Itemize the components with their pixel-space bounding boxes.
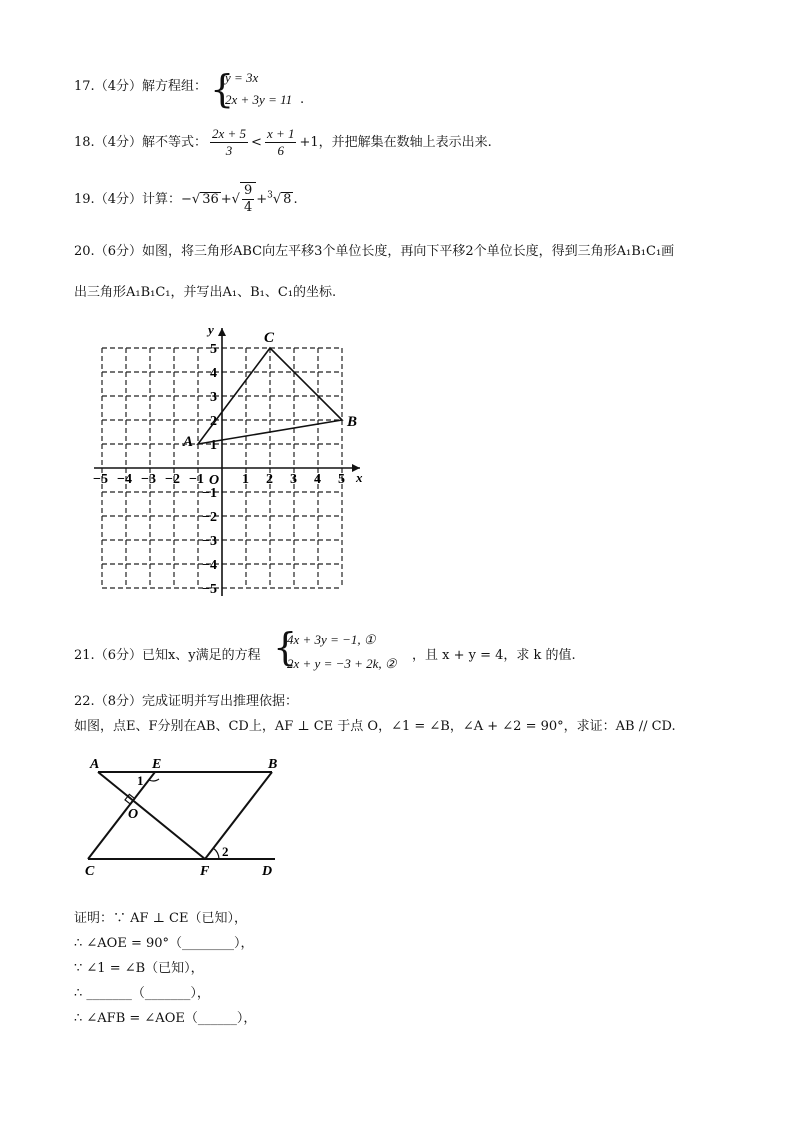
q17-eq2: 2x + 3y = 11 bbox=[225, 92, 293, 107]
proof-line-5: ∴ ∠AFB = ∠AOE（______）， bbox=[74, 1011, 257, 1026]
q19-term1-sign: − bbox=[180, 192, 192, 207]
q18-rhs-tail: +1 bbox=[299, 135, 319, 150]
fig-label-d: D bbox=[262, 864, 273, 879]
fig-label-c: C bbox=[85, 864, 95, 879]
q19-term3-index: 3 bbox=[267, 190, 273, 201]
q22-title-text: 完成证明并写出推理依据： bbox=[141, 694, 298, 709]
q19-term2 bbox=[240, 182, 256, 216]
q18-tail: ，并把解集在数轴上表示出来. bbox=[318, 135, 492, 150]
y-tick-label: −2 bbox=[202, 510, 217, 525]
y-tick-label: −4 bbox=[202, 558, 217, 573]
q18-lhs-fraction bbox=[210, 126, 248, 159]
q19-term1-rad: 36 bbox=[202, 192, 219, 207]
q20-points: （6分） bbox=[94, 244, 142, 259]
q19-term2-num: 9 bbox=[243, 183, 253, 198]
q18-op: < bbox=[251, 135, 262, 150]
q17-points: （4分） bbox=[94, 79, 142, 94]
q19 bbox=[74, 182, 298, 216]
q21-number: 21. bbox=[74, 648, 95, 663]
q20-number: 20. bbox=[74, 244, 95, 259]
y-tick-label: −1 bbox=[202, 486, 217, 501]
q22-points: （8分） bbox=[94, 694, 142, 709]
tick-labels bbox=[93, 342, 345, 597]
q18-rhs-num: x + 1 bbox=[266, 126, 295, 141]
y-tick-label: 4 bbox=[210, 366, 217, 381]
q21-eq1: 4x + 3y = −1, ① bbox=[287, 632, 376, 647]
x-tick-label: −2 bbox=[165, 472, 180, 487]
proof-line-3: ∵ ∠1 = ∠B（已知）， bbox=[74, 961, 204, 976]
q21 bbox=[74, 644, 261, 663]
proof-line-2: ∴ ∠AOE = 90°（________）， bbox=[74, 936, 254, 951]
q18-number: 18. bbox=[74, 135, 95, 150]
q21-eq2: 2x + y = −3 + 2k, ② bbox=[287, 656, 397, 671]
q22-number: 22. bbox=[74, 694, 95, 709]
y-tick-label: −5 bbox=[202, 582, 217, 597]
q19-end: . bbox=[293, 192, 298, 207]
point-label-c: C bbox=[264, 330, 275, 346]
point-label-b: B bbox=[347, 414, 358, 430]
x-tick-label: 3 bbox=[290, 472, 297, 487]
fig-label-e: E bbox=[152, 757, 162, 772]
q17-eq1: y = 3x bbox=[225, 70, 259, 85]
y-tick-label: −3 bbox=[202, 534, 217, 549]
y-tick-label: 3 bbox=[210, 390, 217, 405]
y-axis-arrow bbox=[218, 328, 226, 336]
x-tick-label: −1 bbox=[189, 472, 204, 487]
x-tick-label: −5 bbox=[93, 472, 108, 487]
proof-line-4: ∴ _______（_______）， bbox=[74, 986, 210, 1001]
x-tick-label: −4 bbox=[117, 472, 132, 487]
y-axis-label: y bbox=[208, 322, 214, 337]
x-tick-label: 5 bbox=[338, 472, 345, 487]
q18-rhs-fraction bbox=[265, 126, 297, 159]
y-tick-label: 2 bbox=[210, 414, 217, 429]
q19-term2-den: 4 bbox=[243, 200, 253, 215]
q19-cbrt-sign: √ bbox=[272, 192, 282, 207]
y-tick-label: 5 bbox=[210, 342, 217, 357]
q21-points: （6分） bbox=[94, 648, 142, 663]
q22-title bbox=[74, 690, 298, 709]
y-tick-label: 1 bbox=[210, 438, 217, 453]
q19-plus2: + bbox=[256, 192, 268, 207]
parallel-lines-figure bbox=[80, 752, 290, 882]
q19-number: 19. bbox=[74, 192, 95, 207]
fig-label-angle2: 2 bbox=[222, 844, 229, 859]
q20-text1: 如图，将三角形ABC向左平移3个单位长度，再向下平移2个单位长度，得到三角形A₁B₁C₁画 bbox=[141, 244, 675, 259]
fig-label-f: F bbox=[200, 864, 210, 879]
x-tick-label: −3 bbox=[141, 472, 156, 487]
fig-label-b: B bbox=[268, 757, 278, 772]
point-label-a: A bbox=[183, 434, 194, 450]
q19-points: （4分） bbox=[94, 192, 142, 207]
origin-label: O bbox=[209, 473, 220, 488]
q22-statement: 如图，点E、F分别在AB、CD上，AF ⊥ CE 于点 O，∠1 = ∠B，∠A + ∠2 = 90°，求证：AB // CD. bbox=[74, 719, 676, 734]
q18-rhs-den: 6 bbox=[277, 143, 284, 158]
q19-plus1: + bbox=[220, 192, 232, 207]
x-tick-label: 1 bbox=[242, 472, 249, 487]
q21-prompt: 已知x、y满足的方程 bbox=[141, 648, 261, 663]
q18-prompt: 解不等式： bbox=[141, 135, 207, 150]
q19-sqrt-sign: √ bbox=[191, 192, 201, 207]
q17-brace: { bbox=[210, 67, 235, 111]
q18-lhs-den: 3 bbox=[225, 143, 233, 158]
coordinate-grid-figure bbox=[80, 320, 370, 610]
q19-term3-rad: 8 bbox=[283, 192, 292, 207]
q17-end: . bbox=[300, 92, 305, 107]
q17 bbox=[74, 75, 207, 94]
q17-number: 17. bbox=[74, 79, 95, 94]
q21-brace: { bbox=[273, 625, 298, 669]
axes bbox=[94, 322, 363, 596]
fig-label-o: O bbox=[128, 807, 139, 822]
x-axis-label: x bbox=[356, 470, 363, 485]
q17-prompt: 解方程组： bbox=[141, 79, 207, 94]
x-tick-label: 4 bbox=[314, 472, 321, 487]
fig-label-angle1: 1 bbox=[137, 773, 144, 788]
q21-tail: ，且 x + y = 4，求 k 的值. bbox=[412, 648, 576, 663]
q19-prompt: 计算： bbox=[141, 192, 181, 207]
q18-points: （4分） bbox=[94, 135, 142, 150]
x-tick-label: 2 bbox=[266, 472, 273, 487]
q20-line2: 出三角形A₁B₁C₁，并写出A₁、B₁、C₁的坐标. bbox=[74, 285, 337, 300]
q18-lhs-num: 2x + 5 bbox=[211, 126, 247, 141]
q20-line1 bbox=[74, 240, 674, 259]
q19-sqrt-sign-2: √ bbox=[231, 192, 240, 207]
q18 bbox=[74, 126, 492, 159]
fig-label-a: A bbox=[90, 757, 100, 772]
proof-line-1: 证明：∵ AF ⊥ CE（已知）， bbox=[74, 911, 247, 926]
